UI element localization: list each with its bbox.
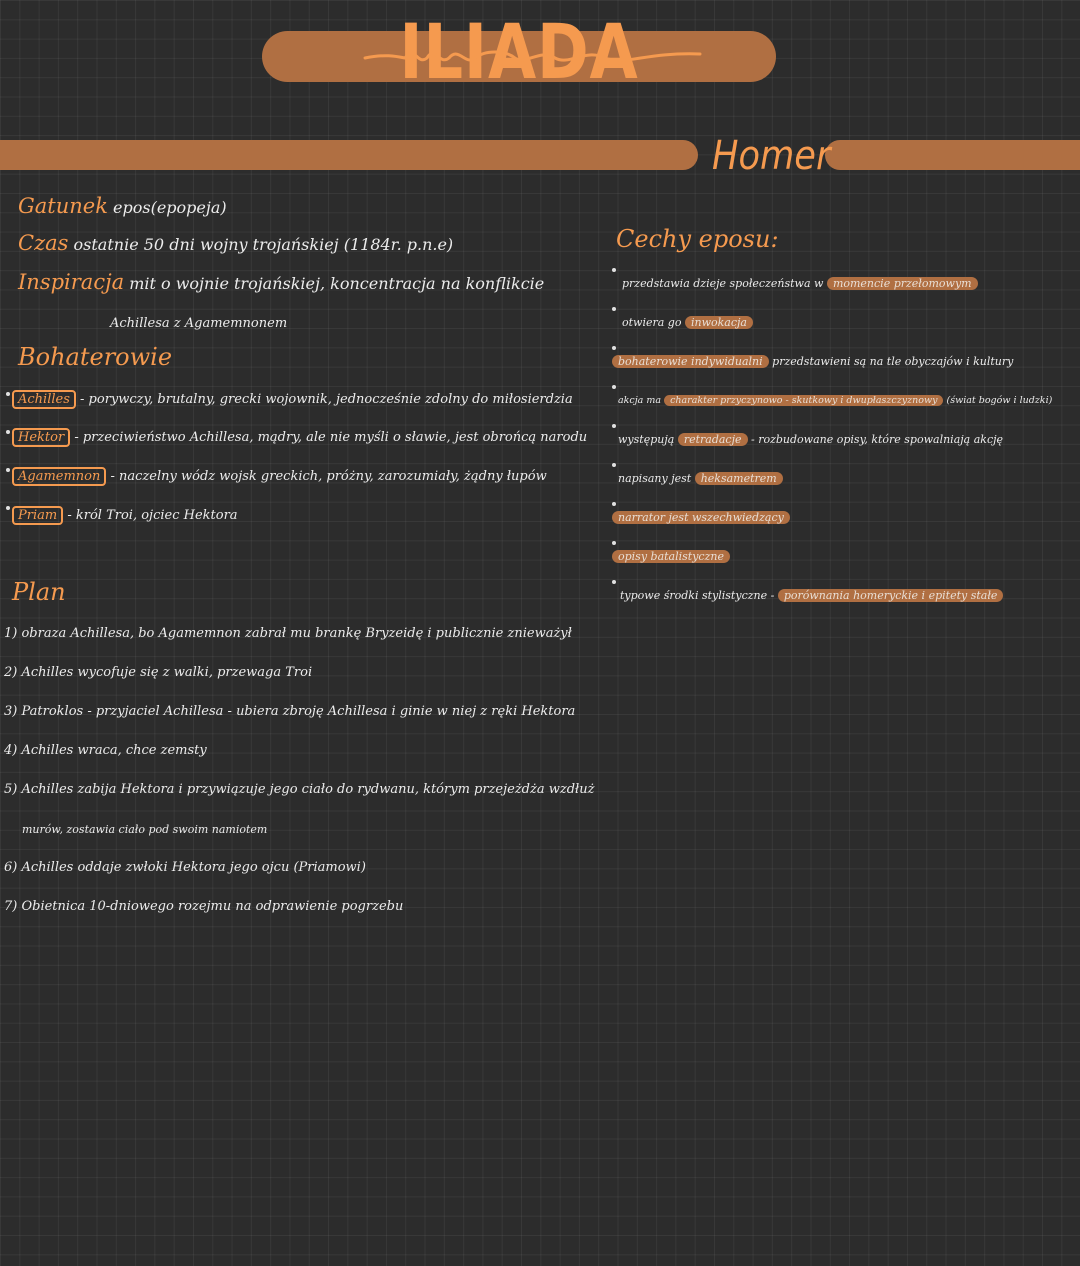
time-value: ostatnie 50 dni wojny trojańskiej (1184r. p.n.e) <box>73 235 454 254</box>
feature-highlight: inwokacja <box>685 316 753 329</box>
author-name: Homer <box>712 133 831 179</box>
feature-6 <box>618 467 783 491</box>
feature-text: typowe środki stylistyczne - <box>620 589 775 602</box>
heroes-heading: Bohaterowie <box>18 343 173 371</box>
feature-text: otwiera go <box>622 316 682 329</box>
bullet-dot <box>612 580 616 584</box>
feature-4 <box>618 389 1052 413</box>
features-heading: Cechy eposu: <box>616 225 779 253</box>
inspiration-continuation: Achillesa z Agamemnonem <box>110 316 288 331</box>
feature-text: przedstawieni są na tle obyczajów i kultury <box>772 355 1014 368</box>
feature-2 <box>622 311 753 335</box>
plan-item-1: 1) obraza Achillesa, bo Agamemnon zabrał mu brankę Bryzeidę i publicznie znieważył <box>4 626 572 641</box>
author-band-right <box>825 140 1080 170</box>
bullet-dot <box>612 463 616 467</box>
bullet-dot <box>6 468 10 472</box>
feature-highlight: retradacje <box>678 433 748 446</box>
plan-heading: Plan <box>12 578 66 606</box>
feature-text: przedstawia dzieje społeczeństwa w <box>622 277 824 290</box>
feature-highlight: heksametrem <box>695 472 783 485</box>
feature-text: występują <box>618 433 675 446</box>
time-row <box>18 231 453 257</box>
hero-name: Agamemnon <box>12 467 106 486</box>
feature-3 <box>612 350 1013 374</box>
hero-desc: - naczelny wódz wojsk greckich, próżny, zarozumiały, żądny łupów <box>110 469 547 484</box>
feature-tail: (świat bogów i ludzki) <box>946 395 1053 406</box>
feature-highlight: momencie przełomowym <box>827 277 978 290</box>
plan-item-5-cont: murów, zostawia ciało pod swoim namiotem <box>22 823 268 836</box>
hero-name: Priam <box>12 506 63 525</box>
feature-text: napisany jest <box>618 472 692 485</box>
plan-item-2: 2) Achilles wycofuje się z walki, przewaga Troi <box>4 665 313 680</box>
genre-label: Gatunek <box>18 194 108 218</box>
plan-item-6: 6) Achilles oddaje zwłoki Hektora jego ojcu (Priamowi) <box>4 860 366 875</box>
plan-item-3: 3) Patroklos - przyjaciel Achillesa - ubiera zbroję Achillesa i ginie w niej z ręki Hektora <box>4 704 576 719</box>
title-script-decoration <box>355 36 705 76</box>
plan-item-5: 5) Achilles zabija Hektora i przywiązuje jego ciało do rydwanu, którym przejeżdża wzdłuż <box>4 782 595 797</box>
bullet-dot <box>6 506 10 510</box>
plan-item-7: 7) Obietnica 10-dniowego rozejmu na odprawienie pogrzebu <box>4 899 404 914</box>
feature-9 <box>620 584 1003 608</box>
hero-achilles <box>12 388 573 412</box>
genre-value: epos(epopeja) <box>113 198 227 217</box>
hero-priam <box>12 504 238 528</box>
hero-name: Hektor <box>12 428 70 447</box>
feature-highlight: charakter przyczynowo - skutkowy i dwupłaszczyznowy <box>664 395 943 406</box>
bullet-dot <box>612 424 616 428</box>
bullet-dot <box>612 307 616 311</box>
bullet-dot <box>6 392 10 396</box>
feature-5 <box>618 428 1003 452</box>
bullet-dot <box>612 268 616 272</box>
time-label: Czas <box>18 231 69 255</box>
feature-1 <box>622 272 978 296</box>
inspiration-row <box>18 270 544 296</box>
feature-8 <box>612 545 730 569</box>
feature-highlight: bohaterowie indywidualni <box>612 355 769 368</box>
author-band-left <box>0 140 698 170</box>
feature-text: akcja ma <box>618 395 662 406</box>
genre-row <box>18 194 227 220</box>
feature-highlight: porównania homeryckie i epitety stałe <box>778 589 1004 602</box>
hero-agamemnon <box>12 465 547 489</box>
page-title: ILIADA <box>399 7 639 96</box>
feature-highlight: narrator jest wszechwiedzący <box>612 511 790 524</box>
plan-item-4: 4) Achilles wraca, chce zemsty <box>4 743 207 758</box>
hero-name: Achilles <box>12 390 76 409</box>
inspiration-value: mit o wojnie trojańskiej, koncentracja na konflikcie <box>129 274 545 293</box>
feature-highlight: opisy batalistyczne <box>612 550 730 563</box>
hero-hektor <box>12 426 587 450</box>
hero-desc: - porywczy, brutalny, grecki wojownik, jednocześnie zdolny do miłosierdzia <box>80 392 573 407</box>
hero-desc: - przeciwieństwo Achillesa, mądry, ale nie myśli o sławie, jest obrońcą narodu <box>74 430 588 445</box>
feature-tail: - rozbudowane opisy, które spowalniają akcję <box>751 433 1004 446</box>
bullet-dot <box>6 430 10 434</box>
feature-7 <box>612 506 790 530</box>
bullet-dot <box>612 385 616 389</box>
inspiration-label: Inspiracja <box>18 270 125 294</box>
hero-desc: - król Troi, ojciec Hektora <box>67 508 238 523</box>
